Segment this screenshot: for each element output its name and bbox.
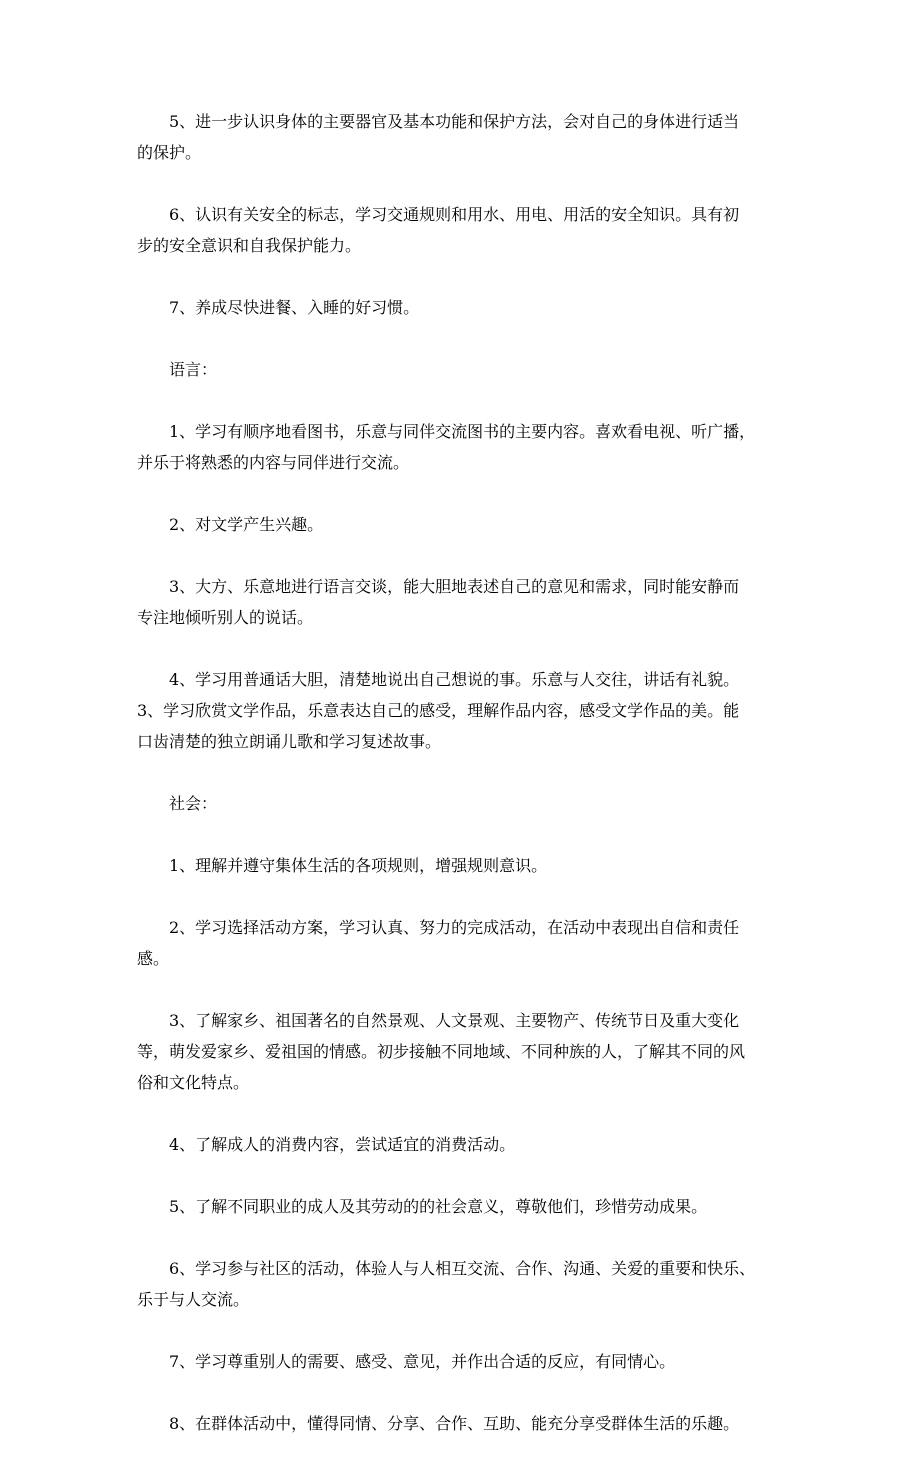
paragraph (137, 788, 787, 819)
paragraph-line: 3、学习欣赏文学作品，乐意表达自己的感受，理解作品内容，感受文学作品的美。能 (137, 701, 740, 720)
paragraph-line: 8、在群体活动中，懂得同情、分享、合作、互助、能充分享受群体生活的乐趣。 (169, 1414, 740, 1433)
paragraph-line: 1、学习有顺序地看图书，乐意与同伴交流图书的主要内容。喜欢看电视、听广播， (169, 422, 756, 441)
paragraph-line: 步的安全意识和自我保护能力。 (137, 236, 362, 255)
paragraph-line: 4、了解成人的消费内容，尝试适宜的消费活动。 (169, 1135, 516, 1154)
paragraph (137, 912, 787, 974)
paragraph-line: 社会： (169, 794, 218, 813)
paragraph (137, 416, 787, 478)
paragraph-line: 感。 (137, 949, 170, 968)
paragraph-line: 5、进一步认识身体的主要器官及基本功能和保护方法，会对自己的身体进行适当 (169, 112, 740, 131)
paragraph (137, 199, 787, 261)
paragraph-line: 7、学习尊重别人的需要、感受、意见，并作出合适的反应，有同情心。 (169, 1352, 676, 1371)
paragraph-line: 1、理解并遵守集体生活的各项规则，增强规则意识。 (169, 856, 548, 875)
paragraph (137, 1005, 787, 1098)
paragraph-line: 专注地倾听别人的说话。 (137, 608, 314, 627)
paragraph-line: 5、了解不同职业的成人及其劳动的的社会意义，尊敬他们，珍惜劳动成果。 (169, 1197, 708, 1216)
paragraph-line: 俗和文化特点。 (137, 1073, 250, 1092)
paragraph-line: 口齿清楚的独立朗诵儿歌和学习复述故事。 (137, 732, 442, 751)
paragraph (137, 1253, 787, 1315)
paragraph-line: 等，萌发爱家乡、爱祖国的情感。初步接触不同地域、不同种族的人，了解其不同的风 (137, 1042, 746, 1061)
paragraph (137, 850, 787, 881)
paragraph (137, 1346, 787, 1377)
paragraph (137, 1408, 787, 1439)
paragraph (137, 292, 787, 323)
paragraph-line: 4、学习用普通话大胆，清楚地说出自己想说的事。乐意与人交往，讲话有礼貌。 (169, 670, 740, 689)
paragraph-line: 并乐于将熟悉的内容与同伴进行交流。 (137, 453, 410, 472)
paragraph (137, 1129, 787, 1160)
paragraph-line: 的保护。 (137, 143, 202, 162)
paragraph (137, 664, 787, 757)
paragraph-line: 6、认识有关安全的标志，学习交通规则和用水、用电、用活的安全知识。具有初 (169, 205, 740, 224)
paragraph-line: 6、学习参与社区的活动，体验人与人相互交流、合作、沟通、关爱的重要和快乐、 (169, 1259, 756, 1278)
paragraph-line: 3、了解家乡、祖国著名的自然景观、人文景观、主要物产、传统节日及重大变化 (169, 1011, 740, 1030)
document-body (137, 106, 787, 1470)
paragraph-line: 语言： (169, 360, 218, 379)
paragraph-line: 7、养成尽快进餐、入睡的好习惯。 (169, 298, 420, 317)
paragraph-line: 3、大方、乐意地进行语言交谈，能大胆地表述自己的意见和需求，同时能安静而 (169, 577, 740, 596)
paragraph-line: 2、学习选择活动方案，学习认真、努力的完成活动，在活动中表现出自信和责任 (169, 918, 740, 937)
paragraph (137, 571, 787, 633)
paragraph (137, 509, 787, 540)
paragraph-line: 2、对文学产生兴趣。 (169, 515, 324, 534)
paragraph-line: 乐于与人交流。 (137, 1290, 250, 1309)
paragraph (137, 1191, 787, 1222)
paragraph (137, 106, 787, 168)
paragraph (137, 354, 787, 385)
